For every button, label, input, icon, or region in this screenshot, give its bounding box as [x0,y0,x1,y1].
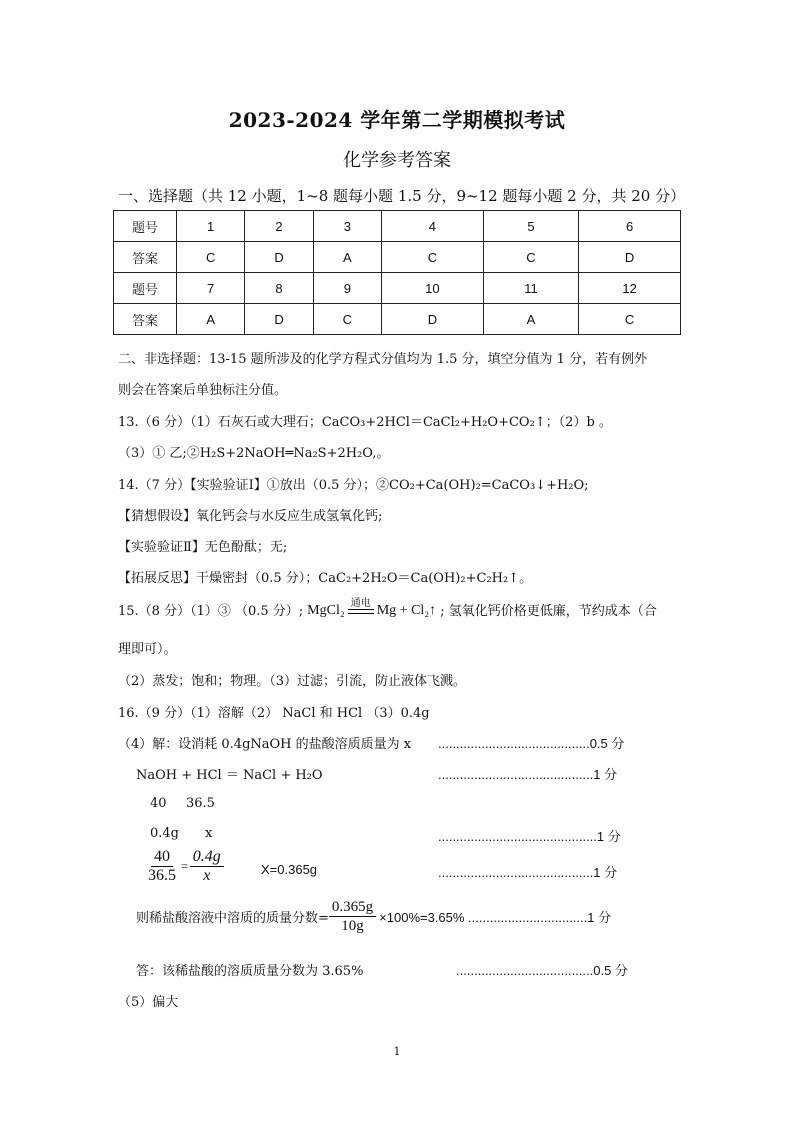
fraction-numerator: 40 [151,848,173,867]
table-cell: A [313,242,381,273]
fraction-numerator: 0.4g [190,848,224,867]
q16-molar-mass-1: 40 [150,796,167,811]
fraction-denominator: 36.5 [148,867,176,884]
table-cell: 8 [245,273,313,304]
table-cell: 11 [483,273,578,304]
table-cell: C [382,242,484,273]
mass-suffix: ×100%=3.65% .................................1 分 [379,910,612,925]
row-header: 题号 [114,211,177,242]
q15-prefix: 15.（8 分）（1）③ （0.5 分）; [118,604,304,619]
eq-condition-label: 通电 [350,598,371,609]
q16-line1: 16.（9 分）（1）溶解（2） NaCl 和 HCl （3）0.4g [118,706,430,721]
table-cell: C [313,304,381,335]
table-cell: C [579,304,681,335]
q16-value-score: ............................................1 分 [438,829,621,844]
table-cell: 6 [579,211,681,242]
q16-line5: （5）偏大 [118,995,179,1010]
q16-equation: NaOH + HCl ＝ NaCl + H₂O [136,768,323,783]
table-cell: 7 [177,273,245,304]
row-header: 答案 [114,242,177,273]
mass-fraction [329,898,376,935]
q16-x-score: ...........................................1 分 [438,865,618,880]
table-cell: 3 [313,211,381,242]
table-cell: D [245,242,313,273]
eq-right: Mg + Cl₂↑ [376,603,437,618]
table-cell: D [579,242,681,273]
q16-molar-mass-2: 36.5 [186,796,215,811]
table-cell: 10 [382,273,484,304]
q16-mass-fraction [136,898,611,935]
table-cell: 2 [245,211,313,242]
table-row [114,242,681,273]
page-title: 2023-2024 学年第二学期模拟考试 [228,108,566,132]
table-cell: 12 [579,273,681,304]
q16-line2-score: ..........................................0.5 分 [438,736,625,751]
table-row [114,304,681,335]
section2-line2: 则会在答案后单独标注分值。 [118,383,288,398]
q14-line1: 14.（7 分）【实验验证Ⅰ】①放出（0.5 分）；②CO₂+Ca(OH)₂=CaCO₃↓+H₂O; [118,478,589,493]
q13-line1: 13.（6 分）（1）石灰石或大理石；CaCO₃+2HCl＝CaCl₂+H₂O+CO₂↑；（2）b 。 [118,415,612,430]
fraction-left [145,848,179,885]
row-header: 答案 [114,304,177,335]
q16-x-value: X=0.365g [261,862,318,877]
section1-heading: 一、选择题（共 12 小题，1~8 题每小题 1.5 分，9~12 题每小题 2 分，共 20 分） [118,187,686,205]
table-row [114,273,681,304]
q13-line2: （3）① 乙;②H₂S+2NaOH═Na₂S+2H₂O,。 [118,446,390,461]
table-cell: A [177,304,245,335]
table-cell: A [483,304,578,335]
fraction-denominator: 10g [341,918,364,934]
q14-line4: 【拓展反思】干燥密封（0.5 分）；CaC₂+2H₂O＝Ca(OH)₂+C₂H₂↑。 [118,571,533,586]
table-cell: 9 [313,273,381,304]
eq-double-bar [348,609,374,614]
q14-line3: 【实验验证Ⅱ】无色酚酞；无; [118,540,288,555]
page-subtitle: 化学参考答案 [343,150,451,171]
q15-line3: （2）蒸发；饱和；物理。（3）过滤；引流，防止液体飞溅。 [118,674,467,689]
table-cell: C [177,242,245,273]
q15-line2: 理即可）。 [118,642,177,657]
table-row [114,211,681,242]
table-cell: 5 [483,211,578,242]
q16-equation-score: ...........................................1 分 [438,767,618,782]
table-cell: 4 [382,211,484,242]
eq-left: MgCl₂ [307,603,345,618]
table-cell: D [245,304,313,335]
page-number: 1 [393,1045,401,1058]
q16-answer-score: ......................................0.5 分 [456,963,628,978]
row-header: 题号 [114,273,177,304]
mass-prefix: 则稀盐酸溶液中溶质的质量分数= [136,911,329,926]
section2-line1: 二、非选择题：13-15 题所涉及的化学方程式分值均为 1.5 分，填空分值为 1 分，若有例外 [118,352,648,367]
answer-table [113,210,681,335]
equals-sign: = [181,859,188,873]
fraction-right [190,848,224,885]
fraction-denominator: x [203,867,211,884]
eq-condition [348,598,374,619]
q14-line2: 【猜想假设】氧化钙会与水反应生成氢氧化钙; [118,509,383,524]
q15-suffix: ; 氢氧化钙价格更低廉，节约成本（合 [440,604,657,619]
table-cell: 1 [177,211,245,242]
fraction-numerator: 0.365g [329,898,376,917]
table-cell: C [483,242,578,273]
q16-answer: 答：该稀盐酸的溶质质量分数为 3.65% [136,964,364,979]
q16-line2: （4）解：设消耗 0.4gNaOH 的盐酸溶质质量为 x [118,737,412,752]
q16-value-2: x [205,826,213,841]
q16-value-1: 0.4g [150,826,179,841]
table-cell: D [382,304,484,335]
q16-proportion [145,848,224,885]
q15-line1 [118,598,657,619]
electrolysis-equation [307,598,436,619]
